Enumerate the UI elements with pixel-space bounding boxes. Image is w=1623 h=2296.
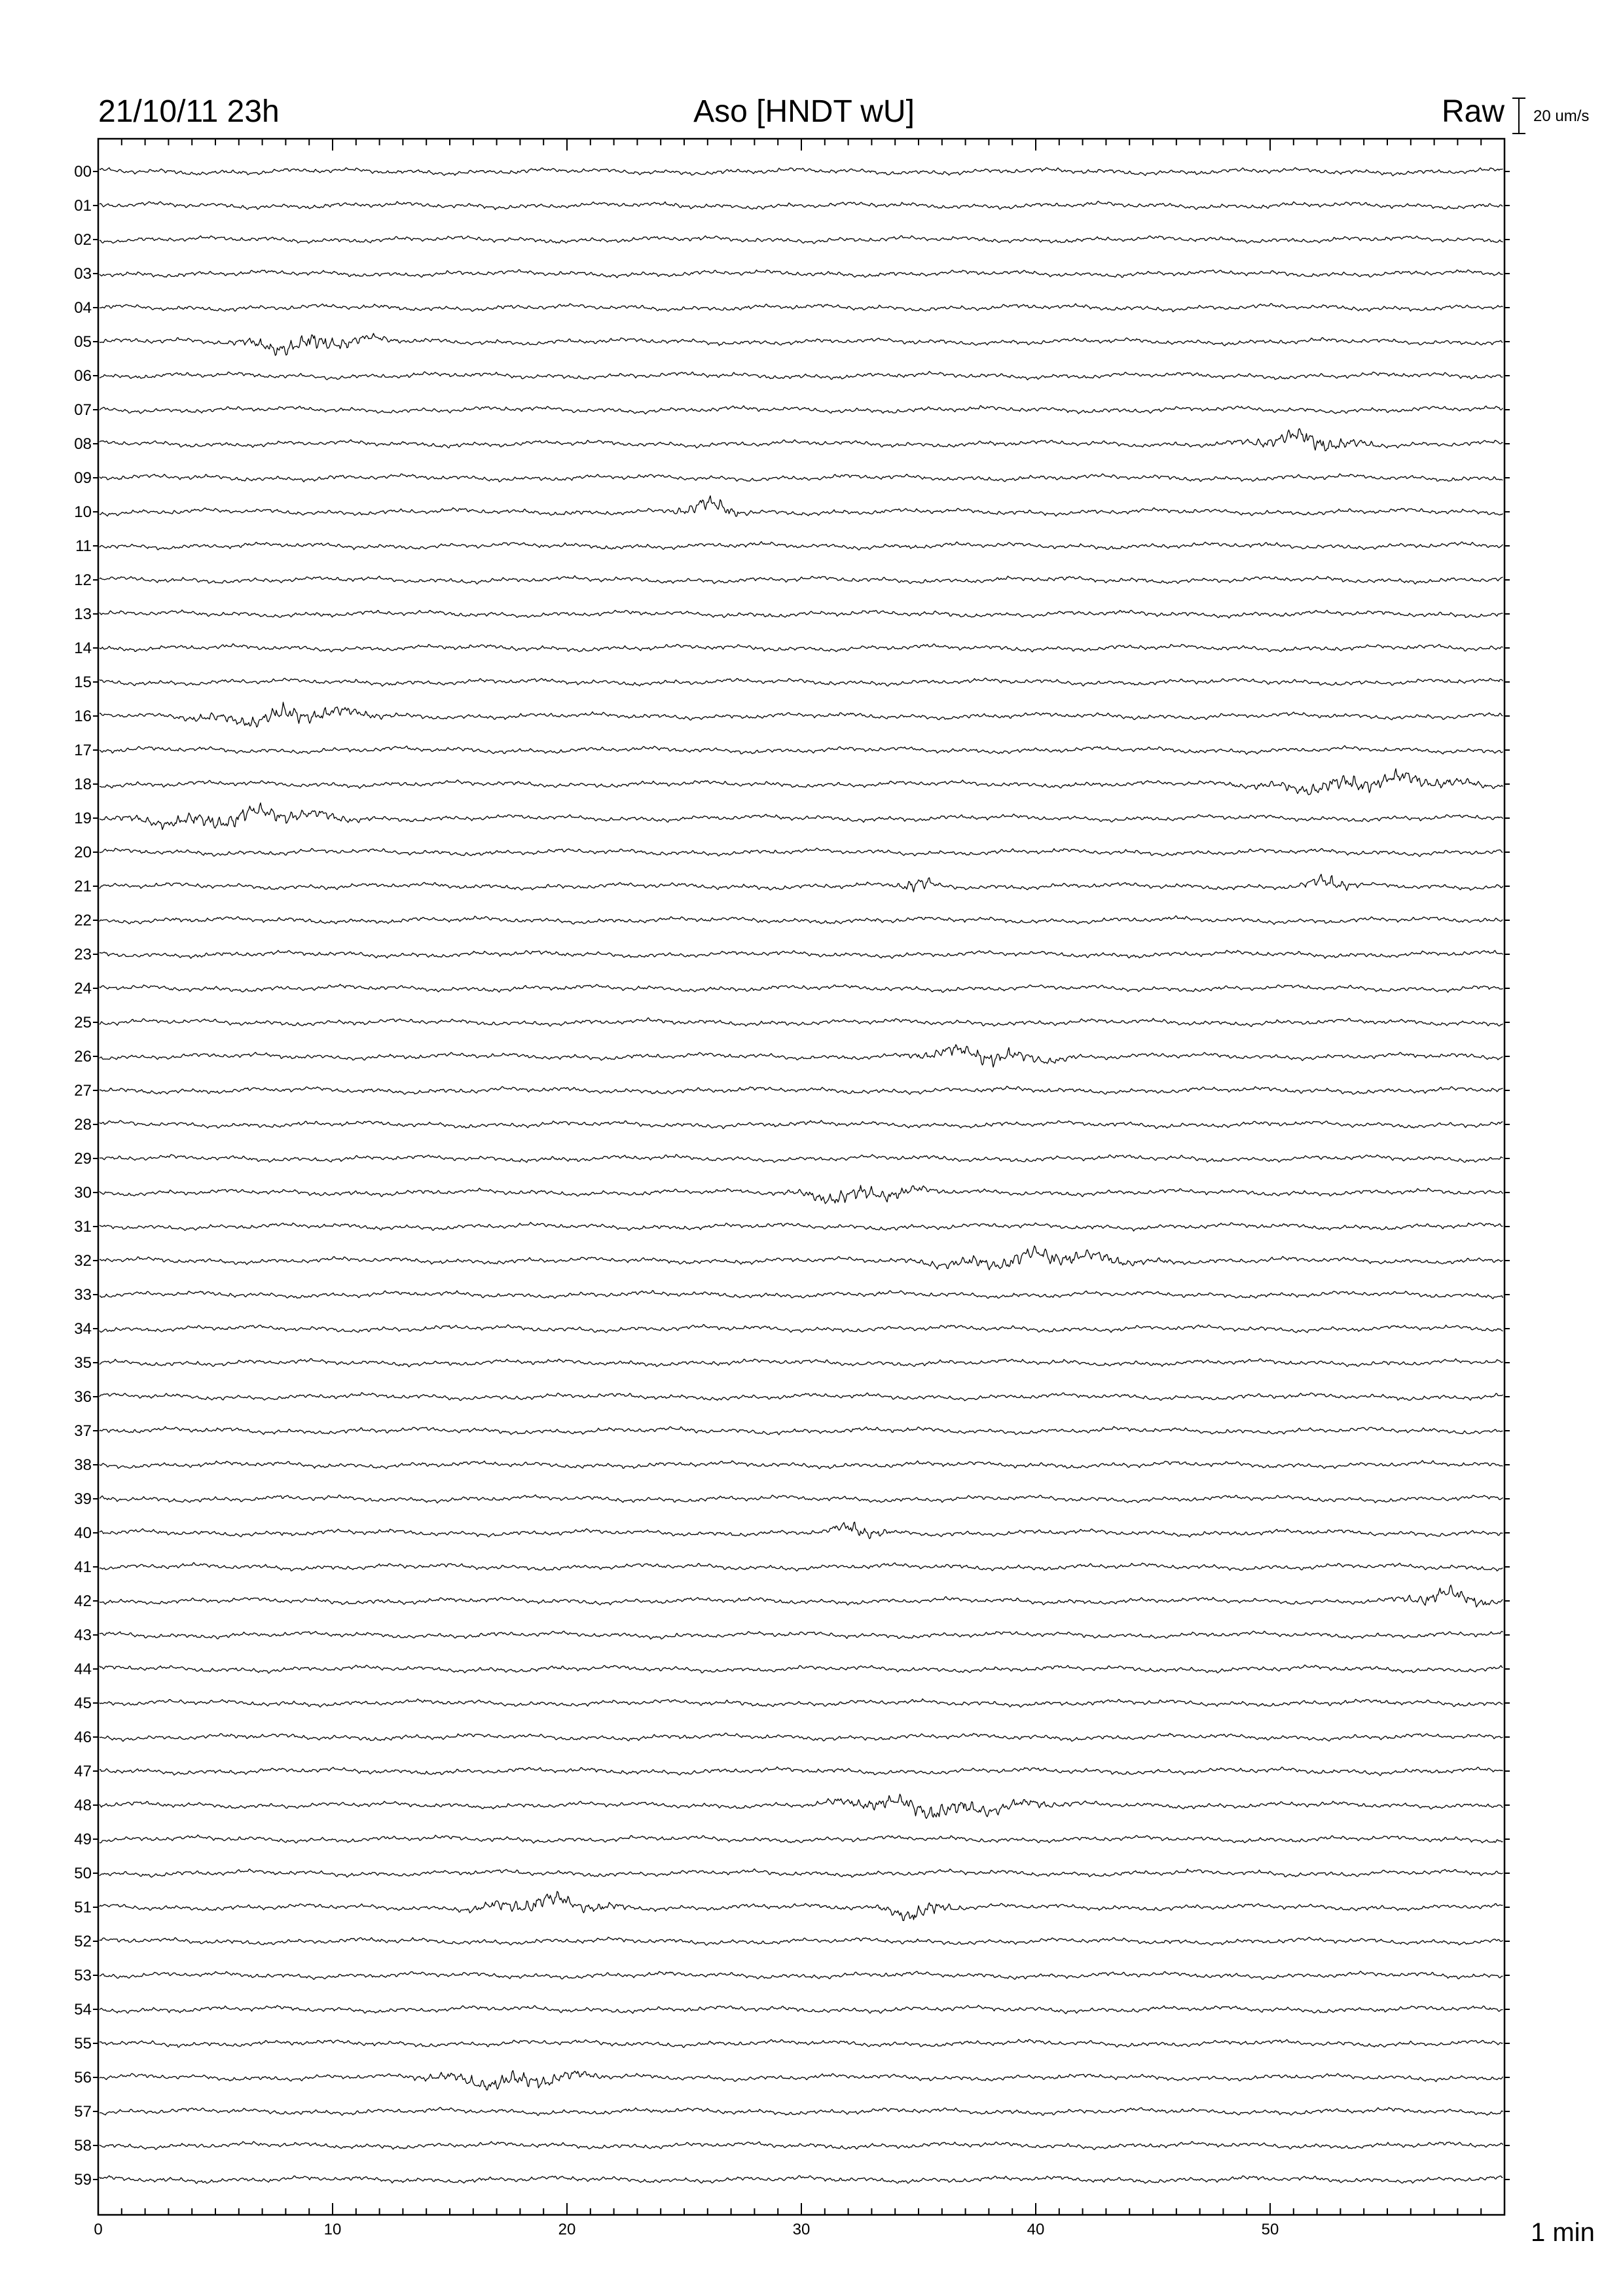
row-label-06: 06 — [74, 367, 92, 385]
row-label-34: 34 — [74, 1320, 92, 1338]
x-tick-label-30: 30 — [792, 2221, 811, 2238]
row-label-21: 21 — [74, 878, 92, 895]
header-datetime: 21/10/11 23h — [98, 94, 280, 129]
row-label-04: 04 — [74, 299, 92, 317]
row-label-00: 00 — [74, 163, 92, 181]
row-label-53: 53 — [74, 1967, 92, 1984]
row-label-23: 23 — [74, 946, 92, 963]
x-tick-label-10: 10 — [323, 2221, 342, 2238]
row-label-27: 27 — [74, 1082, 92, 1100]
row-label-22: 22 — [74, 912, 92, 929]
row-label-46: 46 — [74, 1729, 92, 1746]
row-label-30: 30 — [74, 1184, 92, 1202]
row-label-47: 47 — [74, 1763, 92, 1780]
row-label-12: 12 — [74, 571, 92, 589]
row-label-08: 08 — [74, 435, 92, 453]
row-label-32: 32 — [74, 1252, 92, 1270]
row-label-59: 59 — [74, 2171, 92, 2189]
row-label-10: 10 — [74, 503, 92, 521]
row-label-38: 38 — [74, 1456, 92, 1474]
row-label-17: 17 — [74, 742, 92, 759]
row-label-09: 09 — [74, 469, 92, 487]
x-tick-label-50: 50 — [1261, 2221, 1279, 2238]
row-label-41: 41 — [74, 1558, 92, 1576]
row-label-35: 35 — [74, 1354, 92, 1372]
row-label-24: 24 — [74, 980, 92, 997]
row-label-40: 40 — [74, 1524, 92, 1542]
row-label-56: 56 — [74, 2069, 92, 2087]
row-label-03: 03 — [74, 265, 92, 283]
row-label-29: 29 — [74, 1150, 92, 1168]
header-mode: Raw — [1441, 94, 1504, 129]
row-label-02: 02 — [74, 231, 92, 249]
row-label-25: 25 — [74, 1014, 92, 1031]
row-label-54: 54 — [74, 2001, 92, 2018]
row-label-20: 20 — [74, 844, 92, 861]
row-label-49: 49 — [74, 1831, 92, 1848]
row-label-18: 18 — [74, 776, 92, 793]
row-label-58: 58 — [74, 2137, 92, 2155]
x-tick-label-0: 0 — [94, 2221, 103, 2238]
row-label-57: 57 — [74, 2103, 92, 2121]
row-label-01: 01 — [74, 197, 92, 215]
row-label-43: 43 — [74, 1626, 92, 1644]
row-label-05: 05 — [74, 333, 92, 351]
row-label-31: 31 — [74, 1218, 92, 1236]
row-label-33: 33 — [74, 1286, 92, 1304]
row-label-26: 26 — [74, 1048, 92, 1066]
row-label-14: 14 — [74, 639, 92, 657]
row-label-51: 51 — [74, 1899, 92, 1916]
row-label-11: 11 — [75, 537, 92, 555]
row-label-52: 52 — [74, 1933, 92, 1950]
row-label-50: 50 — [74, 1865, 92, 1882]
row-label-55: 55 — [74, 2035, 92, 2053]
row-label-13: 13 — [74, 605, 92, 623]
row-label-48: 48 — [74, 1797, 92, 1814]
row-label-36: 36 — [74, 1388, 92, 1406]
row-label-45: 45 — [74, 1695, 92, 1712]
x-axis-label: 1 min — [1531, 2218, 1595, 2247]
row-label-39: 39 — [74, 1490, 92, 1508]
scale-bar-label: 20 um/s — [1533, 107, 1590, 125]
header-station: Aso [HNDT wU] — [693, 94, 915, 129]
row-label-44: 44 — [74, 1660, 92, 1678]
row-label-28: 28 — [74, 1116, 92, 1134]
row-label-15: 15 — [74, 673, 92, 691]
row-label-42: 42 — [74, 1592, 92, 1610]
x-tick-label-20: 20 — [558, 2221, 576, 2238]
row-label-16: 16 — [74, 708, 92, 725]
x-tick-label-40: 40 — [1027, 2221, 1045, 2238]
row-label-19: 19 — [74, 810, 92, 827]
row-label-37: 37 — [74, 1422, 92, 1440]
row-label-07: 07 — [74, 401, 92, 419]
